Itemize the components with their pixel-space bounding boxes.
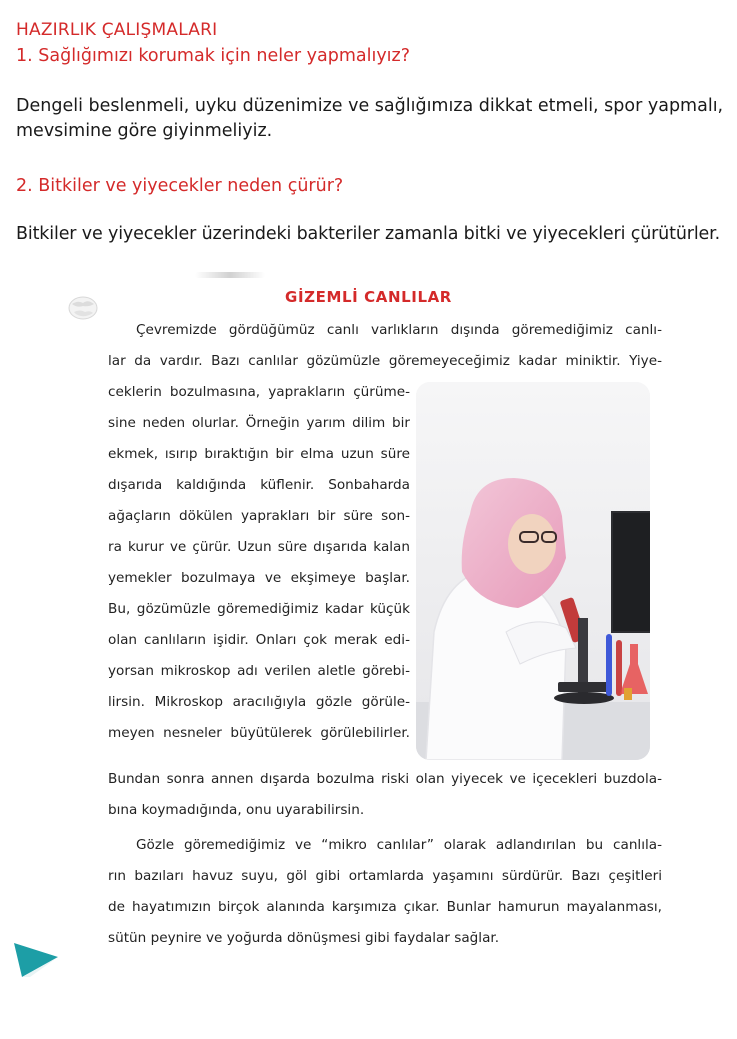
reading-paragraph-2	[108, 830, 662, 954]
text-line: ağaçların dökülen yaprakları bir süre son-	[108, 508, 410, 524]
corner-triangle-icon	[14, 943, 58, 977]
answer-2: Bitkiler ve yiyecekler üzerindeki bakteriler zamanla bitki ve yiyecekleri çürütürler.	[16, 224, 720, 244]
text-line: ceklerin bozulmasına, yaprakların çürüme-	[108, 384, 410, 400]
text-line: lar da vardır. Bazı canlılar gözümüzle göremeyeceğimiz kadar miniktir. Yiye-	[108, 353, 662, 369]
text-line: sine neden olurlar. Örneğin yarım dilim bir	[108, 415, 410, 431]
question-1: 1. Sağlığımızı korumak için neler yapmalıyız?	[16, 46, 411, 66]
reading-paragraph-1-wrapped	[108, 377, 410, 749]
text-line: ekmek, ısırıp bıraktığın bir elma uzun süre	[108, 446, 410, 462]
text-line: bına koymadığında, onu uyarabilirsin.	[108, 802, 365, 818]
text-line: dışarıda kaldığında küflenir. Sonbaharda	[108, 477, 410, 493]
text-line: Bundan sonra annen dışarda bozulma riski olan yiyecek ve içecekleri buzdola-	[108, 771, 662, 787]
scientist-microscope-photo	[416, 382, 650, 760]
text-line: meyen nesneler büyütülerek görülebilirler.	[108, 725, 410, 741]
section-divider-shadow	[195, 272, 265, 278]
question-2: 2. Bitkiler ve yiyecekler neden çürür?	[16, 176, 344, 196]
text-line: yemekler bozulmaya ve ekşimeye başlar.	[108, 570, 410, 586]
text-line: yorsan mikroskop adı verilen aletle görebi-	[108, 663, 410, 679]
reading-paragraph-1-top	[108, 315, 662, 377]
reading-title: GİZEMLİ CANLILAR	[285, 288, 452, 306]
text-line: Bu, gözümüzle göremediğimiz kadar küçük	[108, 601, 410, 617]
text-line: ra kurur ve çürür. Uzun süre dışarıda kalan	[108, 539, 410, 555]
text-line: Gözle göremediğimiz ve “mikro canlılar” olarak adlandırılan bu canlıla-	[136, 837, 662, 853]
reading-paragraph-1-bottom	[108, 764, 662, 826]
text-line: de hayatımızın birçok alanında karşımıza çıkar. Bunlar hamurun mayalanması,	[108, 899, 662, 915]
text-line: olan canlıların işidir. Onları çok merak edi-	[108, 632, 410, 648]
text-line: Çevremizde gördüğümüz canlı varlıkların dışında göremediğimiz canlı-	[136, 322, 662, 338]
text-line: rın bazıları havuz suyu, göl gibi ortamlarda yaşamını sürdürür. Bazı çeşitleri	[108, 868, 662, 884]
text-line: sütün peynire ve yoğurda dönüşmesi gibi faydalar sağlar.	[108, 930, 500, 946]
answer-1: Dengeli beslenmeli, uyku düzenimize ve sağlığımıza dikkat etmeli, spor yapmalı, mevsimine göre giyinmeliyiz.	[16, 96, 724, 141]
prep-heading: HAZIRLIK ÇALIŞMALARI	[16, 20, 218, 40]
text-line: lirsin. Mikroskop aracılığıyla gözle görüle-	[108, 694, 410, 710]
